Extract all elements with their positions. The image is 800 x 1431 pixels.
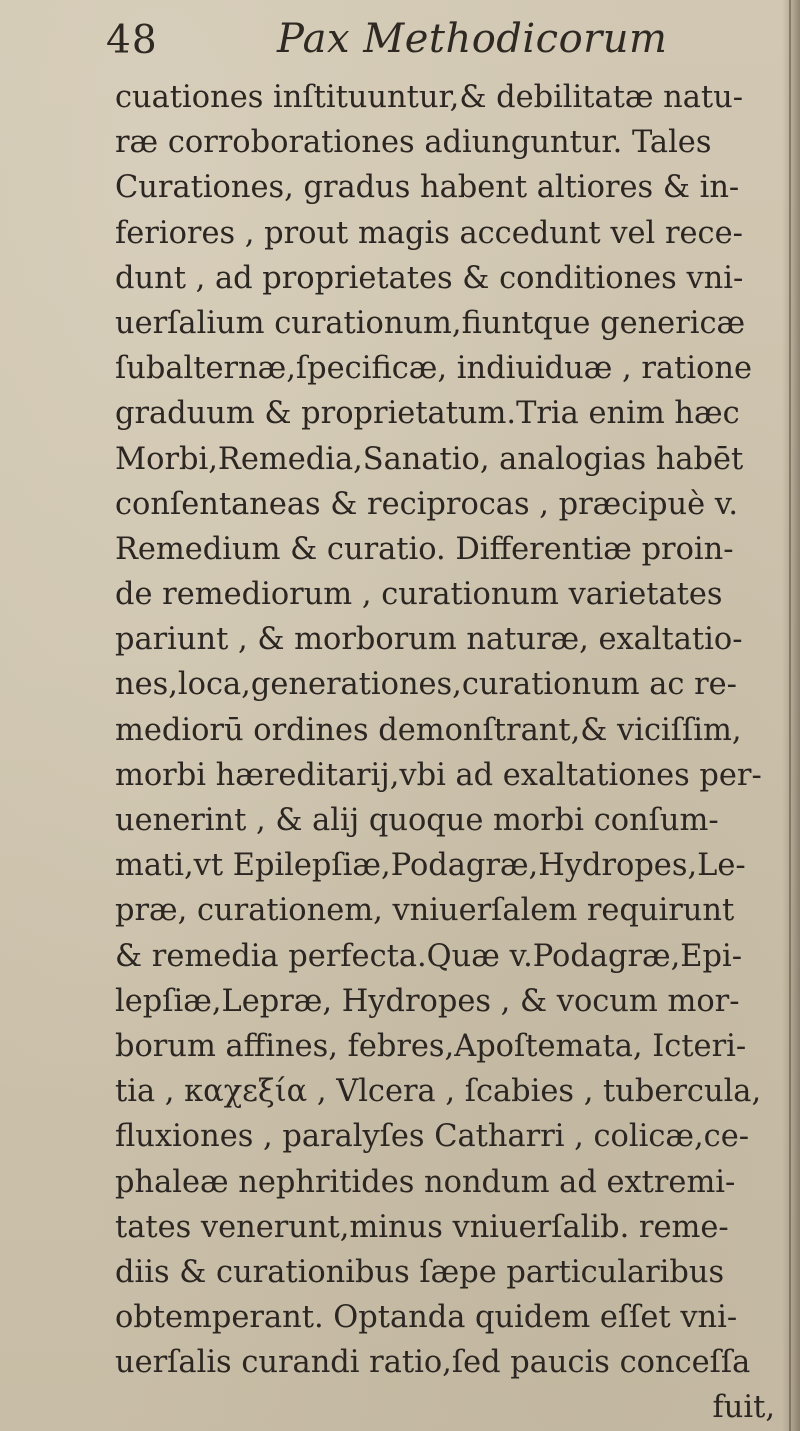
text-line: borum affines, febres,Apoſtemata, Icteri- bbox=[115, 1028, 747, 1064]
text-line: uerſalis curandi ratio,ſed paucis conceſſa bbox=[115, 1345, 751, 1381]
body-text bbox=[115, 75, 795, 1431]
page-number: 48 bbox=[106, 18, 158, 63]
text-line: graduum & proprietatum.Tria enim hæc bbox=[115, 396, 740, 432]
text-line: & remedia perfecta.Quæ v.Podagræ,Epi- bbox=[115, 938, 743, 974]
text-line: fluxiones , paralyſes Catharri , colicæ,ce- bbox=[115, 1119, 750, 1155]
text-line: lepſiæ,Lepræ, Hydropes , & vocum mor- bbox=[115, 983, 740, 1019]
text-line: uenerint , & alij quoque morbi conſum- bbox=[115, 803, 719, 838]
text-line: morbi hæreditarij,vbi ad exaltationes per- bbox=[115, 757, 762, 793]
text-line: ſubalternæ,ſpecificæ, indiuiduæ , ratione bbox=[115, 351, 752, 387]
text-line: mati,vt Epilepſiæ,Podagræ,Hydropes,Le- bbox=[115, 848, 746, 884]
page-header bbox=[0, 10, 800, 70]
text-line: mediorū ordines demonſtrant,& viciſſim, bbox=[115, 712, 742, 748]
text-line: diis & curationibus ſæpe particularibus bbox=[115, 1254, 725, 1290]
text-line: phaleæ nephritides nondum ad extremi- bbox=[115, 1164, 736, 1200]
text-line: de remediorum , curationum varietates bbox=[115, 577, 723, 613]
text-line: obtemperant. Optanda quidem eſſet vni- bbox=[115, 1300, 738, 1336]
text-line: nes,loca,generationes,curationum ac re- bbox=[115, 667, 737, 703]
text-line: dunt , ad proprietates & conditiones vni- bbox=[115, 260, 744, 296]
text-line: ræ corroborationes adiunguntur. Tales bbox=[115, 125, 712, 161]
text-line: pariunt , & morborum naturæ, exaltatio- bbox=[115, 622, 743, 658]
text-line: feriores , prout magis accedunt vel rece- bbox=[115, 215, 743, 251]
text-line: Morbi,Remedia,Sanatio, analogias habēt bbox=[115, 441, 744, 477]
text-line: uerſalium curationum,fiuntque genericæ bbox=[115, 305, 746, 341]
text-line: Remedium & curatio. Differentiæ proin- bbox=[115, 531, 734, 567]
text-line: conſentaneas & reciprocas , præcipuè v. bbox=[115, 486, 739, 522]
text-line: præ, curationem, vniuerſalem requirunt bbox=[115, 893, 735, 929]
running-head: Pax Methodicorum bbox=[277, 16, 668, 62]
text-line: tates venerunt,minus vniuerſalib. reme- bbox=[115, 1209, 729, 1245]
text-line: tia , καχεξία , Vlcera , ſcabies , tubercula, bbox=[115, 1074, 762, 1110]
catchword-line: fuit, bbox=[712, 1390, 775, 1426]
text-line: Curationes, gradus habent altiores & in- bbox=[115, 170, 740, 206]
text-line: cuationes inſtituuntur,& debilitatæ natu- bbox=[115, 80, 744, 115]
